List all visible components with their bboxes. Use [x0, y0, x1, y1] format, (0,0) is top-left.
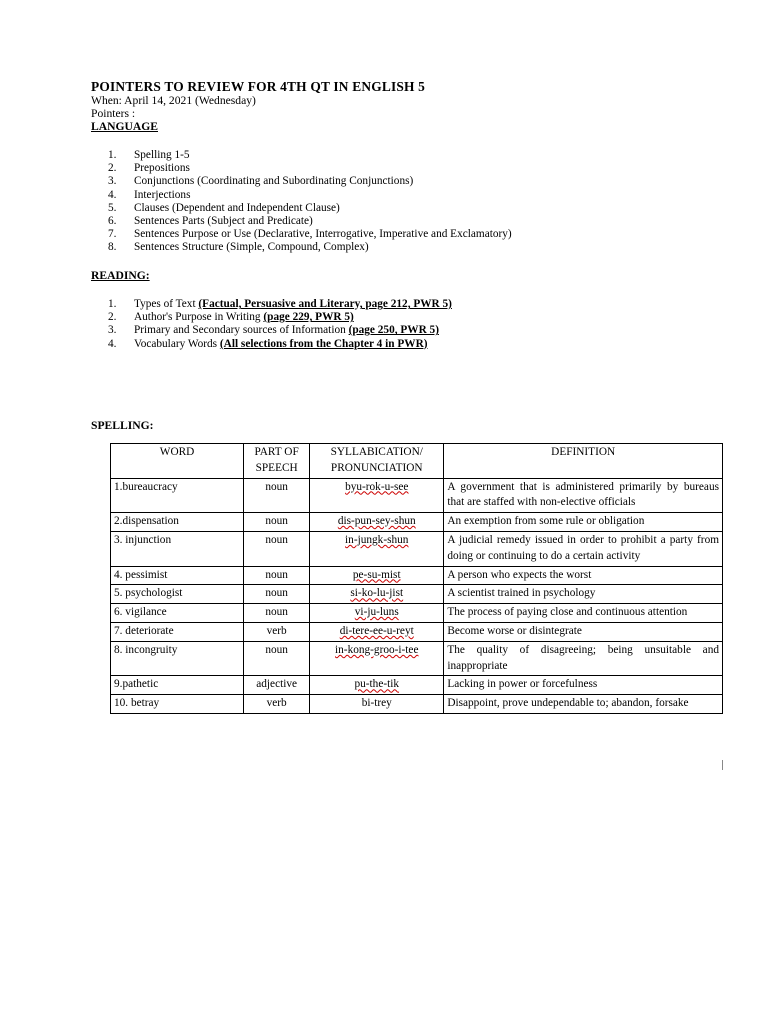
list-item: 8. Sentences Structure (Simple, Compound, Complex): [108, 241, 369, 254]
table-row: [111, 622, 723, 641]
syllabication-cell: pu-the-tik: [310, 676, 444, 695]
reference-link: (All selections from the Chapter 4 in PWR): [219, 337, 428, 350]
syllabication-cell: in-kong-groo-i-tee: [310, 641, 444, 676]
word-cell: 4. pessimist: [111, 566, 244, 585]
reading-heading: READING:: [91, 269, 150, 282]
pos-cell: noun: [244, 531, 310, 566]
list-item: 7. Sentences Purpose or Use (Declarative, Interrogative, Imperative and Exclamatory): [108, 228, 512, 241]
table-row: [111, 585, 723, 604]
pos-cell: noun: [244, 478, 310, 513]
definition-cell: The process of paying close and continuous attention: [444, 604, 723, 623]
syllabication-cell: si-ko-lu-jist: [310, 585, 444, 604]
definition-cell: A government that is administered primarily by bureaus that are staffed with non-elective officials: [444, 478, 723, 513]
column-header-syllabication: SYLLABICATION/ PRONUNCIATION: [310, 444, 444, 479]
definition-cell: A judicial remedy issued in order to prohibit a party from doing or continuing to do a certain activity: [444, 531, 723, 566]
table-row: [111, 641, 723, 676]
date-line: When: April 14, 2021 (Wednesday): [91, 94, 256, 107]
definition-cell: Become worse or disintegrate: [444, 622, 723, 641]
list-item: 3. Primary and Secondary sources of Information (page 250, PWR 5): [108, 324, 439, 337]
list-item: 1. Spelling 1-5: [108, 149, 190, 161]
table-row: [111, 513, 723, 532]
table-row: [111, 695, 723, 714]
table-row: [111, 531, 723, 566]
word-cell: 2.dispensation: [111, 513, 244, 532]
page-title: POINTERS TO REVIEW FOR 4TH QT IN ENGLISH 5: [91, 79, 426, 94]
word-cell: 8. incongruity: [111, 641, 244, 676]
table-row: [111, 676, 723, 695]
pos-cell: noun: [244, 513, 310, 532]
column-header-part-of-speech: PART OF SPEECH: [244, 444, 310, 479]
definition-cell: Disappoint, prove undependable to; abandon, forsake: [444, 695, 723, 714]
spelling-heading: SPELLING:: [91, 419, 154, 432]
column-header-definition: DEFINITION: [444, 444, 723, 479]
syllabication-cell: di-tere-ee-u-reyt: [310, 622, 444, 641]
pos-cell: noun: [244, 641, 310, 676]
word-cell: 6. vigilance: [111, 604, 244, 623]
word-cell: 3. injunction: [111, 531, 244, 566]
list-item: 4. Vocabulary Words (All selections from the Chapter 4 in PWR): [108, 337, 428, 350]
spelling-table: [110, 443, 723, 714]
list-item: 6. Sentences Parts (Subject and Predicate): [108, 214, 313, 227]
list-item: 4. Interjections: [108, 188, 191, 201]
table-row: [111, 604, 723, 623]
pos-cell: noun: [244, 585, 310, 604]
pointers-line: Pointers :: [91, 107, 136, 120]
pos-cell: adjective: [244, 676, 310, 695]
reading-list: [108, 298, 452, 351]
reference-link: (Factual, Persuasive and Literary, page 212, PWR 5): [198, 298, 452, 310]
syllabication-cell: vi-ju-luns: [310, 604, 444, 623]
syllabication-cell: pe-su-mist: [310, 566, 444, 585]
word-cell: 1.bureaucracy: [111, 478, 244, 513]
pos-cell: verb: [244, 622, 310, 641]
definition-cell: The quality of disagreeing; being unsuitable and inappropriate: [444, 641, 723, 676]
definition-cell: An exemption from some rule or obligation: [444, 513, 723, 532]
definition-cell: Lacking in power or forcefulness: [444, 676, 723, 695]
pos-cell: noun: [244, 604, 310, 623]
language-list: [108, 149, 512, 255]
table-row: [111, 478, 723, 513]
reference-link: (page 229, PWR 5): [263, 311, 354, 324]
column-header-word: WORD: [111, 444, 244, 479]
language-heading: LANGUAGE: [91, 120, 158, 133]
word-cell: 7. deteriorate: [111, 622, 244, 641]
list-item: 3. Conjunctions (Coordinating and Subordinating Conjunctions): [108, 175, 414, 188]
list-item: 1. Types of Text (Factual, Persuasive and Literary, page 212, PWR 5): [108, 298, 452, 310]
table-header-row: [111, 444, 723, 479]
syllabication-cell: bi-trey: [310, 695, 444, 714]
reference-link: (page 250, PWR 5): [348, 324, 439, 337]
syllabication-cell: in-jungk-shun: [310, 531, 444, 566]
syllabication-cell: dis-pun-sey-shun: [310, 513, 444, 532]
word-cell: 10. betray: [111, 695, 244, 714]
table-row: [111, 566, 723, 585]
list-item: 2. Author's Purpose in Writing (page 229, PWR 5): [108, 311, 354, 324]
definition-cell: A scientist trained in psychology: [444, 585, 723, 604]
word-cell: 9.pathetic: [111, 676, 244, 695]
syllabication-cell: byu-rok-u-see: [310, 478, 444, 513]
definition-cell: A person who expects the worst: [444, 566, 723, 585]
pos-cell: verb: [244, 695, 310, 714]
pos-cell: noun: [244, 566, 310, 585]
list-item: 5. Clauses (Dependent and Independent Clause): [108, 201, 340, 214]
word-cell: 5. psychologist: [111, 585, 244, 604]
list-item: 2. Prepositions: [108, 162, 190, 175]
table-edge-mark: [722, 760, 723, 770]
